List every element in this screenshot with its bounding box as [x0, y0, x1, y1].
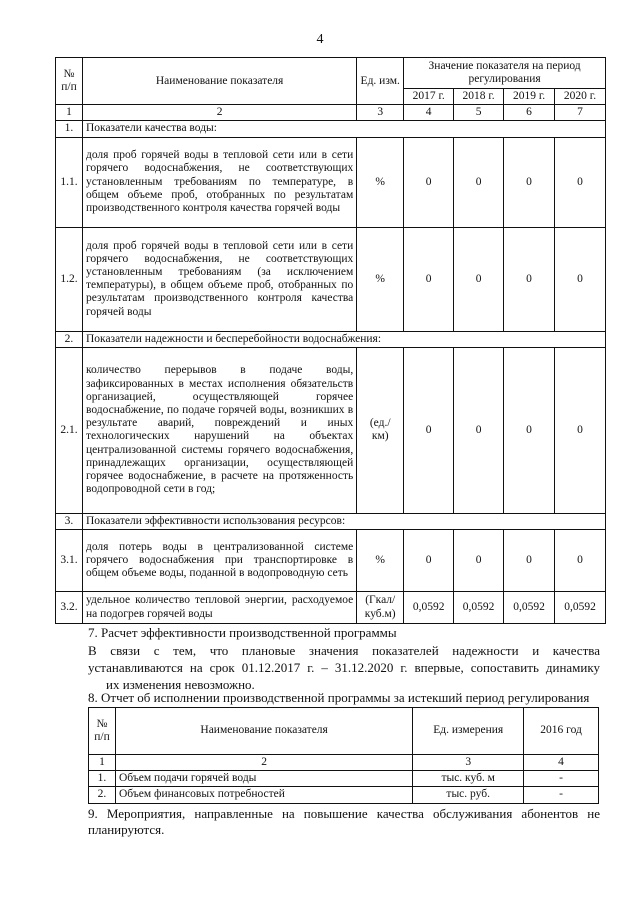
indicator-name: Объем финансовых потребностей	[115, 787, 412, 803]
indicator-value: 0,0592	[555, 592, 606, 624]
indicator-value: 0,0592	[404, 592, 454, 624]
page-number: 4	[316, 32, 324, 47]
header-period: Значение показателя на период регулирования	[404, 58, 606, 89]
indicator-unit: %	[357, 227, 404, 331]
indicator-value: 0	[454, 227, 504, 331]
indicator-name: доля потерь воды в централизованной системе горячего водоснабжения при транспортировке в общем объеме воды, поданной в водопроводную сеть	[82, 530, 356, 592]
column-number: 3	[413, 755, 524, 771]
section-number: 1.	[56, 121, 83, 137]
section7-line: В связи с тем, что плановые значения показателей надежности и качества	[88, 643, 600, 658]
column-number: 2	[82, 105, 356, 121]
row-number: 3.2.	[56, 592, 83, 624]
header-year: 2017 г.	[404, 89, 454, 105]
section7-heading: 7. Расчет эффективности производственной программы	[88, 625, 397, 640]
row-number: 1.1.	[56, 137, 83, 227]
header-num: № п/п	[89, 708, 116, 755]
indicator-value: 0	[454, 137, 504, 227]
section9-line: планируются.	[88, 822, 165, 837]
indicator-value: 0	[404, 530, 454, 592]
column-number: 4	[404, 105, 454, 121]
indicator-value: 0	[504, 347, 555, 513]
header-num: № п/п	[56, 58, 83, 105]
section-number: 3.	[56, 513, 83, 529]
section-title: Показатели надежности и бесперебойности водоснабжения:	[82, 331, 605, 347]
indicator-value: 0	[504, 227, 555, 331]
indicator-value: 0	[404, 137, 454, 227]
report-table	[88, 707, 599, 804]
indicator-value: 0	[504, 137, 555, 227]
header-year: 2019 г.	[504, 89, 555, 105]
indicator-unit: (ед./ км)	[357, 347, 404, 513]
column-number: 2	[115, 755, 412, 771]
indicator-value: 0,0592	[504, 592, 555, 624]
indicator-name: доля проб горячей воды в тепловой сети или в сети горячего водоснабжения, не соответствующих установленным требованиям (за исключением температуры), в общем объеме проб, отобранных по результатам производственного контроля качества горячей воды	[82, 227, 356, 331]
header-name: Наименование показателя	[82, 58, 356, 105]
indicator-unit: тыс. руб.	[413, 787, 524, 803]
column-number: 3	[357, 105, 404, 121]
indicator-value: 0	[504, 530, 555, 592]
column-number: 6	[504, 105, 555, 121]
row-number: 1.2.	[56, 227, 83, 331]
indicator-value: 0	[555, 347, 606, 513]
header-year: 2018 г.	[454, 89, 504, 105]
row-number: 2.1.	[56, 347, 83, 513]
section-title: Показатели качества воды:	[82, 121, 605, 137]
header-unit: Ед. измерения	[413, 708, 524, 755]
indicator-value: 0	[555, 137, 606, 227]
column-number: 7	[555, 105, 606, 121]
column-number: 1	[89, 755, 116, 771]
indicator-name: количество перерывов в подаче воды, зафиксированных в местах исполнения обязательств организацией, осуществляющей горячее водоснабжение, по подаче горячей воды, возникших в результате аварий, повреждений и иных технологических нарушений на объектах централизованной системы горячего водоснабжения, принадлежащих организации, осуществляющей горячее водоснабжение, в расчете на протяженность водопроводной сети в год;	[82, 347, 356, 513]
indicator-name: Объем подачи горячей воды	[115, 771, 412, 787]
row-number: 2.	[89, 787, 116, 803]
section7-line: устанавливаются на срок 01.12.2017 г. – 31.12.2020 г. впервые, сопоставить динамику	[88, 660, 600, 675]
indicator-value: 0	[404, 347, 454, 513]
indicator-value: -	[524, 787, 599, 803]
indicator-unit: тыс. куб. м	[413, 771, 524, 787]
section7-line: их изменения невозможно.	[106, 677, 255, 692]
indicator-value: -	[524, 771, 599, 787]
row-number: 1.	[89, 771, 116, 787]
indicator-value: 0	[555, 530, 606, 592]
section9-line: 9. Мероприятия, направленные на повышение качества обслуживания абонентов не	[88, 806, 600, 821]
column-number: 4	[524, 755, 599, 771]
indicator-value: 0	[454, 347, 504, 513]
indicator-name: доля проб горячей воды в тепловой сети или в сети горячего водоснабжения, не соответствующих установленным требованиям по температуре, в общем объеме проб, отобранных по результатам производственного контроля качества горячей воды	[82, 137, 356, 227]
indicator-value: 0	[404, 227, 454, 331]
header-unit: Ед. изм.	[357, 58, 404, 105]
column-number: 1	[56, 105, 83, 121]
indicator-unit: %	[357, 530, 404, 592]
header-name: Наименование показателя	[115, 708, 412, 755]
header-year: 2016 год	[524, 708, 599, 755]
column-number: 5	[454, 105, 504, 121]
section-number: 2.	[56, 331, 83, 347]
indicator-value: 0,0592	[454, 592, 504, 624]
indicators-table	[55, 57, 606, 624]
indicator-value: 0	[555, 227, 606, 331]
indicator-value: 0	[454, 530, 504, 592]
section8-heading: 8. Отчет об исполнении производственной программы за истекший период регулирования	[88, 690, 590, 705]
indicator-name: удельное количество тепловой энергии, расходуемое на подогрев горячей воды	[82, 592, 356, 624]
row-number: 3.1.	[56, 530, 83, 592]
indicator-unit: %	[357, 137, 404, 227]
header-year: 2020 г.	[555, 89, 606, 105]
section-title: Показатели эффективности использования ресурсов:	[82, 513, 605, 529]
indicator-unit: (Гкал/ куб.м)	[357, 592, 404, 624]
